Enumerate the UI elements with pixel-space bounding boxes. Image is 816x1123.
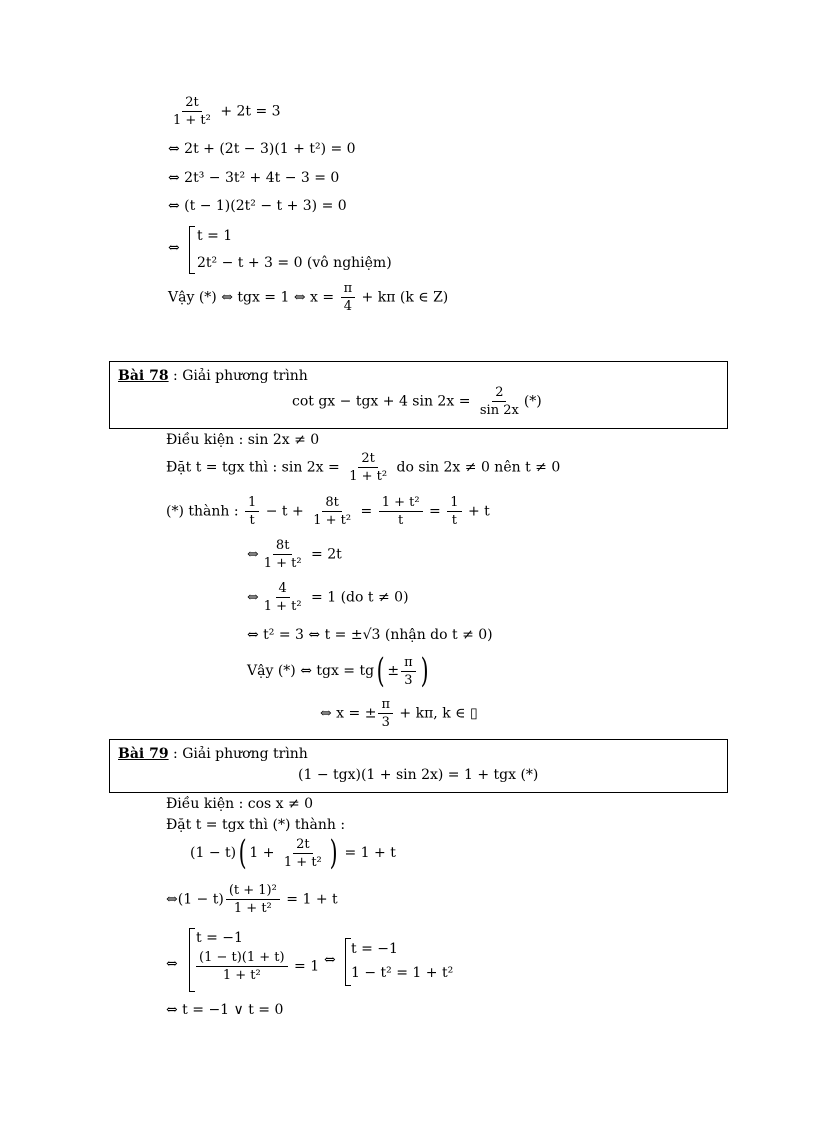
fraction: $\frac{2t}{\text{1 + t²}}$ — [283, 836, 322, 870]
step-78-2: ⇔ $\frac{4}{\text{1 + t²}}$ = 1 (do t ≠ 0) — [247, 581, 409, 614]
fraction: $\frac{\pi}{3}$ — [401, 656, 416, 687]
conclusion-78: Vậy (*) ⇔ tgx = tg( ± $\frac{\pi}{3}$ ) — [247, 651, 429, 691]
conclusion-line: Vậy (*) ⇔ tgx = 1 ⇔ x = $\frac{\pi}{4}$ + kπ (k ∈ Z) — [168, 281, 449, 314]
fraction: $\frac{8t}{\text{1 + t²}}$ — [263, 538, 302, 571]
step-79-1: (1 − t)( 1 + $\frac{2t}{\text{1 + t²}}$ ) = 1 + t — [190, 833, 396, 873]
step-79-2: ⇔(1 − t) $\frac{\text{(t + 1)²}}{\text{1 + t²}}$ = 1 + t — [166, 883, 338, 916]
step-79-3-arrow: ⇔ — [166, 956, 178, 972]
eq-line-5-arrow: ⇔ — [168, 240, 180, 256]
exercise-78-title: Bài 78 : Giải phương trình — [118, 368, 308, 384]
fraction: $\frac{(1 - t)(1 + t)}{\text{1 + t²}}$ — [196, 951, 288, 982]
fraction: $\frac{8t}{\text{1 + t²}}$ — [313, 495, 352, 528]
eq-line-3: ⇔ 2t³ − 3t² + 4t − 3 = 0 — [168, 170, 340, 186]
step-79-3-arrow-2: ⇔ — [324, 952, 336, 968]
case-79-2: $\frac{(1 - t)(1 + t)}{\text{1 + t²}}$ = 1 — [194, 951, 319, 982]
solution-78: ⇔ x = ± $\frac{\pi}{3}$ + kπ, k ∈ ▯ — [320, 697, 478, 730]
case-1: t = 1 — [197, 228, 233, 244]
fraction: $\frac{4}{\text{1 + t²}}$ — [263, 581, 302, 614]
eq-line-1: $\frac{2t}{\text{1 + t²}}$ + 2t = 3 — [168, 96, 281, 127]
fraction: $\frac{\pi}{3}$ — [378, 698, 393, 729]
fraction: $\frac{\text{1 + t²}}{t}$ — [379, 496, 423, 527]
condition-79: Điều kiện : cos x ≠ 0 — [166, 796, 314, 812]
case-79-1: t = −1 — [196, 930, 243, 946]
step-78-1: ⇔ $\frac{8t}{\text{1 + t²}}$ = 2t — [247, 538, 342, 571]
fraction: $\frac{1}{t}$ — [447, 496, 461, 527]
fraction: $\frac{2t}{\text{1 + t²}}$ — [349, 451, 388, 484]
step-78-3: ⇔ t² = 3 ⇔ t = ±√3 (nhận do t ≠ 0) — [247, 627, 493, 643]
transform-78: (*) thành : $\frac{1}{t}$ − t + $\frac{8t}{\text{1 + t²}}$ = $\frac{\text{1 + t²}}{t}$ = $\frac{1}{t}$ + t — [166, 495, 490, 528]
fraction: $\frac{1}{t}$ — [245, 496, 259, 527]
substitution-78: Đặt t = tgx thì : sin 2x = $\frac{2t}{\text{1 + t²}}$ do sin 2x ≠ 0 nên t ≠ 0 — [166, 451, 561, 484]
substitution-79: Đặt t = tgx thì (*) thành : — [166, 817, 346, 833]
fraction: $\frac{2}{\sin 2x}$ — [479, 385, 519, 418]
case-2: 2t² − t + 3 = 0 (vô nghiệm) — [197, 255, 392, 271]
fraction: $\frac{\text{(t + 1)²}}{\text{1 + t²}}$ — [226, 884, 280, 915]
eq-line-4: ⇔ (t − 1)(2t² − t + 3) = 0 — [168, 198, 347, 214]
step-79-4: ⇔ t = −1 ∨ t = 0 — [166, 1002, 284, 1018]
fraction: $\frac{\pi}{4}$ — [341, 282, 356, 313]
case-bracket — [189, 226, 195, 274]
case-79-4: 1 − t² = 1 + t² — [351, 965, 454, 981]
case-79-3: t = −1 — [351, 941, 398, 957]
exercise-78-equation: cot gx − tgx + 4 sin 2x = $\frac{2}{\sin 2x}$ (*) — [292, 385, 542, 418]
eq-line-2: ⇔ 2t + (2t − 3)(1 + t²) = 0 — [168, 141, 356, 157]
exercise-79-title: Bài 79 : Giải phương trình — [118, 746, 308, 762]
fraction: $\frac{2t}{\text{1 + t²}}$ — [173, 95, 211, 128]
exercise-79-equation: (1 − tgx)(1 + sin 2x) = 1 + tgx (*) — [298, 767, 539, 783]
condition-78: Điều kiện : sin 2x ≠ 0 — [166, 432, 320, 448]
